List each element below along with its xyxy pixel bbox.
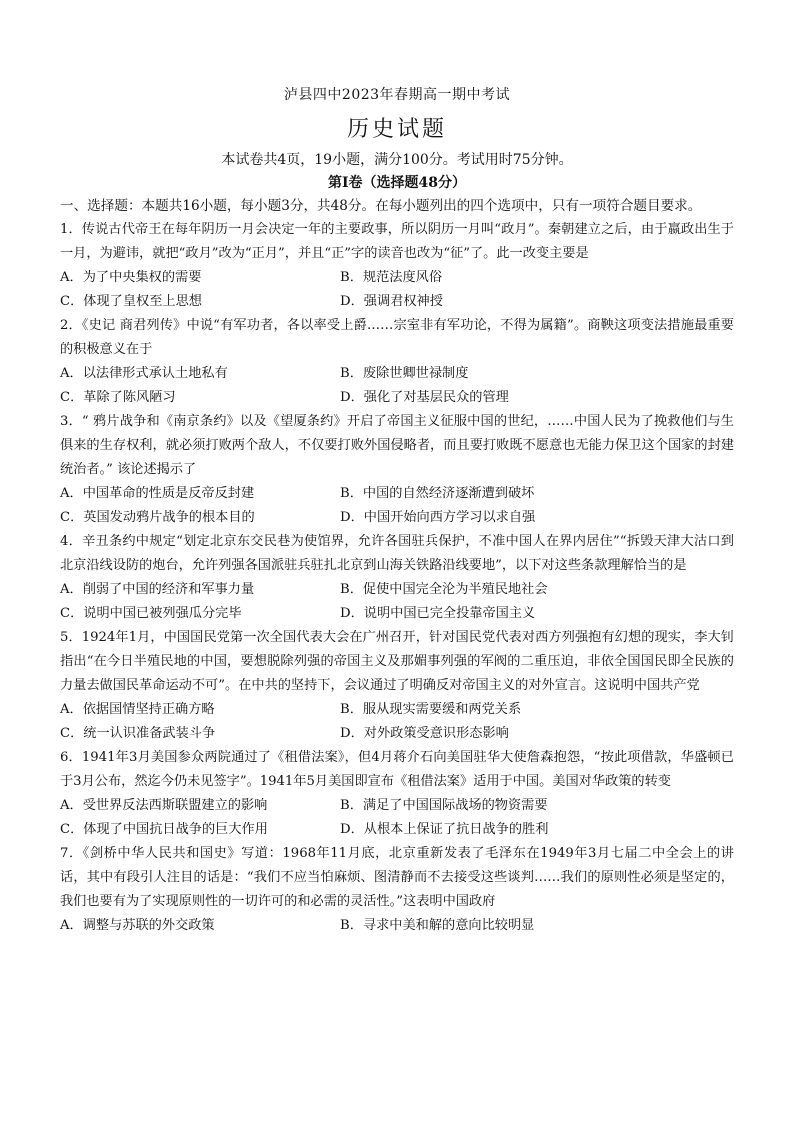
option-d: D．强化了对基层民众的管理 bbox=[340, 390, 509, 405]
option-d: D．从根本上保证了抗日战争的胜利 bbox=[340, 822, 549, 837]
option-d: D．对外政策受意识形态影响 bbox=[340, 726, 509, 741]
option-list bbox=[60, 914, 734, 938]
option-a: A．以法律形式承认土地私有 bbox=[60, 366, 228, 381]
question-stem: 6．1941年3月美国参众两院通过了《租借法案》，但4月蒋介石向美国驻华大使詹森抱怨，“按此项借款，华盛顿已于3月公布，然迄今仍未见签字”。1941年5月美国即宣布《租借法案》适用于中国。美国对华政策的转变 bbox=[60, 750, 734, 789]
exam-info: 本试卷共4页，19小题，满分100分。考试用时75分钟。 bbox=[221, 152, 573, 168]
option-a: A．依据国情坚持正确方略 bbox=[60, 702, 215, 717]
option-c: C．体现了中国抗日战争的巨大作用 bbox=[60, 822, 268, 837]
option-d: D．中国开始向西方学习以求自强 bbox=[340, 510, 536, 525]
option-list bbox=[60, 362, 734, 410]
question-stem: 3．“ 鸦片战争和《南京条约》以及《望厦条约》开启了帝国主义征服中国的世纪，……中国人民为了挽救他们与生俱来的生存权利，就必须打败两个敌人，不仅要打败外国侵略者，而且要打败既不愿意也无能力保卫这个国家的封建统治者。” 该论述揭示了 bbox=[60, 414, 734, 477]
option-c: C．革除了陈风陋习 bbox=[60, 390, 176, 405]
question-1 bbox=[60, 218, 734, 314]
option-a: A．为了中央集权的需要 bbox=[60, 270, 202, 285]
option-d: D．强调君权神授 bbox=[340, 294, 443, 309]
question-stem: 1．传说古代帝王在每年阴历一月会决定一年的主要政事，所以阴历一月叫“政月”。秦朝建立之后，由于嬴政出生于一月，为避讳，就把“政月”改为“正月”，并且“正”字的读音也改为“征”了。此一改变主要是 bbox=[60, 222, 734, 261]
option-b: B．中国的自然经济逐渐遭到破坏 bbox=[340, 486, 535, 501]
exam-page bbox=[60, 84, 734, 938]
section-instructions: 一、选择题：本题共16小题，每小题3分，共48分。在每小题列出的四个选项中，只有一项符合题目要求。 bbox=[60, 198, 702, 214]
option-list bbox=[60, 794, 734, 842]
option-a: A．受世界反法西斯联盟建立的影响 bbox=[60, 798, 268, 813]
question-2 bbox=[60, 314, 734, 410]
question-7 bbox=[60, 842, 734, 938]
subject-title: 历史试题 bbox=[346, 117, 447, 142]
option-b: B．规范法度风俗 bbox=[340, 270, 443, 285]
part-heading: 第Ⅰ卷（选择题48分） bbox=[327, 175, 467, 191]
question-3 bbox=[60, 410, 734, 530]
question-stem: 7．《剑桥中华人民共和国史》写道：1968年11月底，北京重新发表了毛泽东在1949年3月七届二中全会上的讲话，其中有段引人注目的话是：“我们不应当怕麻烦、图清静而不去接受这些谈判……我们的原则性必须是坚定的，我们也要有为了实现原则性的一切许可的和必需的灵活性。”这表明中国政府 bbox=[60, 846, 734, 909]
option-b: B．废除世卿世禄制度 bbox=[340, 366, 469, 381]
option-c: C．体现了皇权至上思想 bbox=[60, 294, 202, 309]
option-list bbox=[60, 698, 734, 746]
question-stem: 4．辛丑条约中规定“划定北京东交民巷为使馆界，允许各国驻兵保护，不准中国人在界内居住”“拆毁天津大沽口到北京沿线设防的炮台，允许列强各国派驻兵驻扎北京到山海关铁路沿线要地”，以下对这些条款理解恰当的是 bbox=[60, 534, 734, 573]
option-list bbox=[60, 266, 734, 314]
option-c: C．英国发动鸦片战争的根本目的 bbox=[60, 510, 255, 525]
option-c: C．统一认识准备武装斗争 bbox=[60, 726, 216, 741]
question-4 bbox=[60, 530, 734, 626]
question-6 bbox=[60, 746, 734, 842]
option-b: B．寻求中美和解的意向比较明显 bbox=[340, 918, 535, 933]
option-a: A．中国革命的性质是反帝反封建 bbox=[60, 486, 255, 501]
option-a: A．调整与苏联的外交政策 bbox=[60, 918, 215, 933]
question-5 bbox=[60, 626, 734, 746]
option-list bbox=[60, 482, 734, 530]
option-d: D．说明中国已完全投靠帝国主义 bbox=[340, 606, 536, 621]
option-c: C．说明中国已被列强瓜分完毕 bbox=[60, 606, 242, 621]
option-list bbox=[60, 578, 734, 626]
exam-title: 泸县四中2023年春期高一期中考试 bbox=[283, 87, 511, 103]
option-b: B．促使中国完全沦为半殖民地社会 bbox=[340, 582, 548, 597]
question-stem: 2．《史记 商君列传》中说“有军功者，各以率受上爵……宗室非有军功论，不得为属籍”。商鞅这项变法措施最重要的积极意义在于 bbox=[60, 318, 734, 357]
option-a: A．削弱了中国的经济和军事力量 bbox=[60, 582, 255, 597]
option-b: B．服从现实需要缓和两党关系 bbox=[340, 702, 522, 717]
option-b: B．满足了中国国际战场的物资需要 bbox=[340, 798, 548, 813]
question-stem: 5．1924年1月，中国国民党第一次全国代表大会在广州召开，针对国民党代表对西方列强抱有幻想的现实，李大钊指出“在今日半殖民地的中国，要想脱除列强的帝国主义及那媚事列强的军阀的二重压迫，非依全国国民即全民族的力量去做国民革命运动不可”。在中共的坚持下，会议通过了明确反对帝国主义的对外宣言。这说明中国共产党 bbox=[60, 630, 734, 693]
